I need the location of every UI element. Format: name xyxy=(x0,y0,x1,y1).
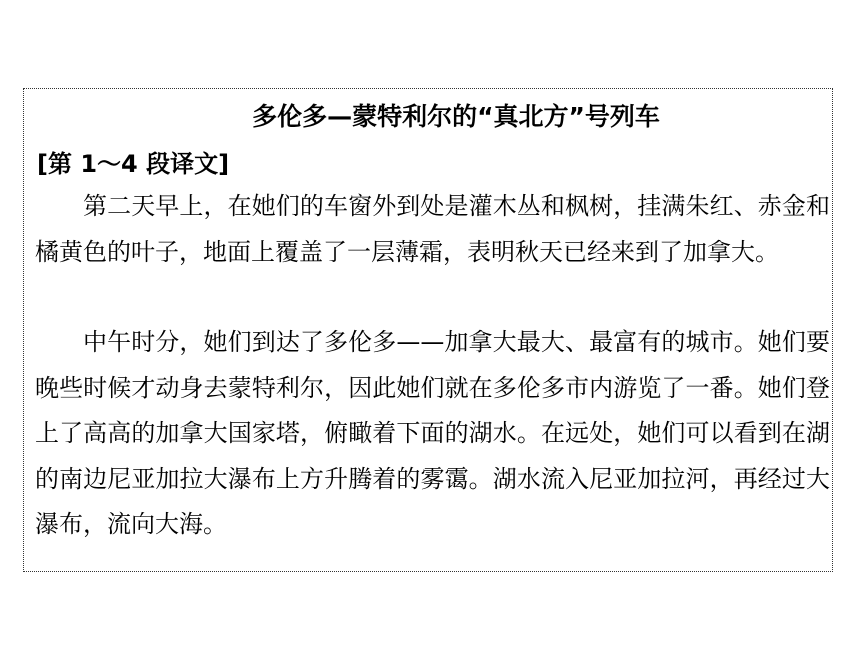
paragraph-1: 第二天早上，在她们的车窗外到处是灌木丛和枫树，挂满朱红、赤金和橘黄色的叶子，地面上覆盖了一层薄霜，表明秋天已经来到了加拿大。 xyxy=(35,192,830,266)
paragraph-2: 中午时分，她们到达了多伦多——加拿大最大、最富有的城市。她们要晚些时候才动身去蒙特利尔，因此她们就在多伦多市内游览了一番。她们登上了高高的加拿大国家塔，俯瞰着下面的湖水。在远处，她们可以看到在湖的南边尼亚加拉大瀑布上方升腾着的雾霭。湖水流入尼亚加拉河，再经过大瀑布，流向大海。 xyxy=(35,328,830,538)
section-label: [第 1～4 段译文] xyxy=(37,150,230,178)
title-text: 多伦多—蒙特利尔的“真北方”号列车 xyxy=(252,102,660,131)
page-title xyxy=(0,99,860,135)
